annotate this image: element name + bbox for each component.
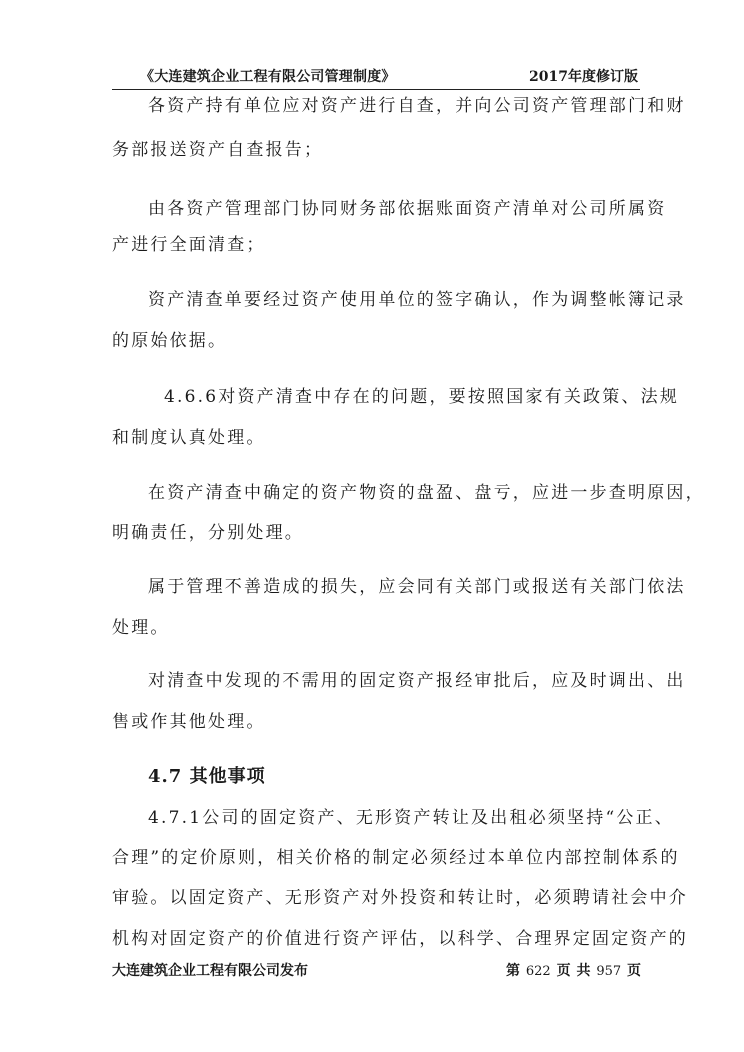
paragraph-line: 合理”的定价原则，相关价格的制定必须经过本单位内部控制体系的 xyxy=(112,848,680,868)
footer-publisher: 大连建筑企业工程有限公司发布 xyxy=(112,963,308,979)
paragraph-line: 机构对固定资产的价值进行资产评估，以科学、合理界定固定资产的 xyxy=(112,929,688,949)
total-pages: 957 xyxy=(596,964,622,979)
paragraph-line: 属于管理不善造成的损失，应会同有关部门或报送有关部门依法 xyxy=(148,577,686,597)
page-suffix: 页 xyxy=(627,963,642,979)
paragraph-line: 在资产清查中确定的资产物资的盘盈、盘亏，应进一步查明原因， xyxy=(148,483,705,503)
paragraph-line: 明确责任，分别处理。 xyxy=(112,523,304,543)
footer-page-number xyxy=(506,960,641,980)
paragraph-line: 售或作其他处理。 xyxy=(112,712,266,732)
paragraph-line: 和制度认真处理。 xyxy=(112,428,266,448)
paragraph-line: 审验。以固定资产、无形资产对外投资和转让时，必须聘请社会中介 xyxy=(112,888,688,908)
paragraph-line: 对清查中发现的不需用的固定资产报经审批后，应及时调出、出 xyxy=(148,671,686,691)
paragraph-line: 的原始依据。 xyxy=(112,331,228,351)
paragraph-line: 由各资产管理部门协同财务部依据账面资产清单对公司所属资 xyxy=(148,199,667,219)
paragraph-line: 处理。 xyxy=(112,618,170,638)
page-mid: 页 共 xyxy=(556,963,591,979)
page-prefix: 第 xyxy=(506,963,520,979)
paragraph-line: 务部报送资产自查报告； xyxy=(112,140,324,160)
header-version: 2017年度修订版 xyxy=(529,69,638,85)
paragraph-line: 4.6.6对资产清查中存在的问题，要按照国家有关政策、法规 xyxy=(164,387,680,407)
paragraph-line: 资产清查单要经过资产使用单位的签字确认，作为调整帐簿记录 xyxy=(148,290,686,310)
paragraph-line: 产进行全面清查； xyxy=(112,235,266,255)
page-header xyxy=(112,66,640,88)
paragraph-line: 4.7.1公司的固定资产、无形资产转让及出租必须坚持“公正、 xyxy=(148,808,674,828)
current-page: 622 xyxy=(525,964,551,979)
paragraph-line: 各资产持有单位应对资产进行自查，并向公司资产管理部门和财 xyxy=(148,96,686,116)
section-heading: 4.7 其他事项 xyxy=(148,766,266,787)
header-title: 《大连建筑企业工程有限公司管理制度》 xyxy=(140,69,396,85)
